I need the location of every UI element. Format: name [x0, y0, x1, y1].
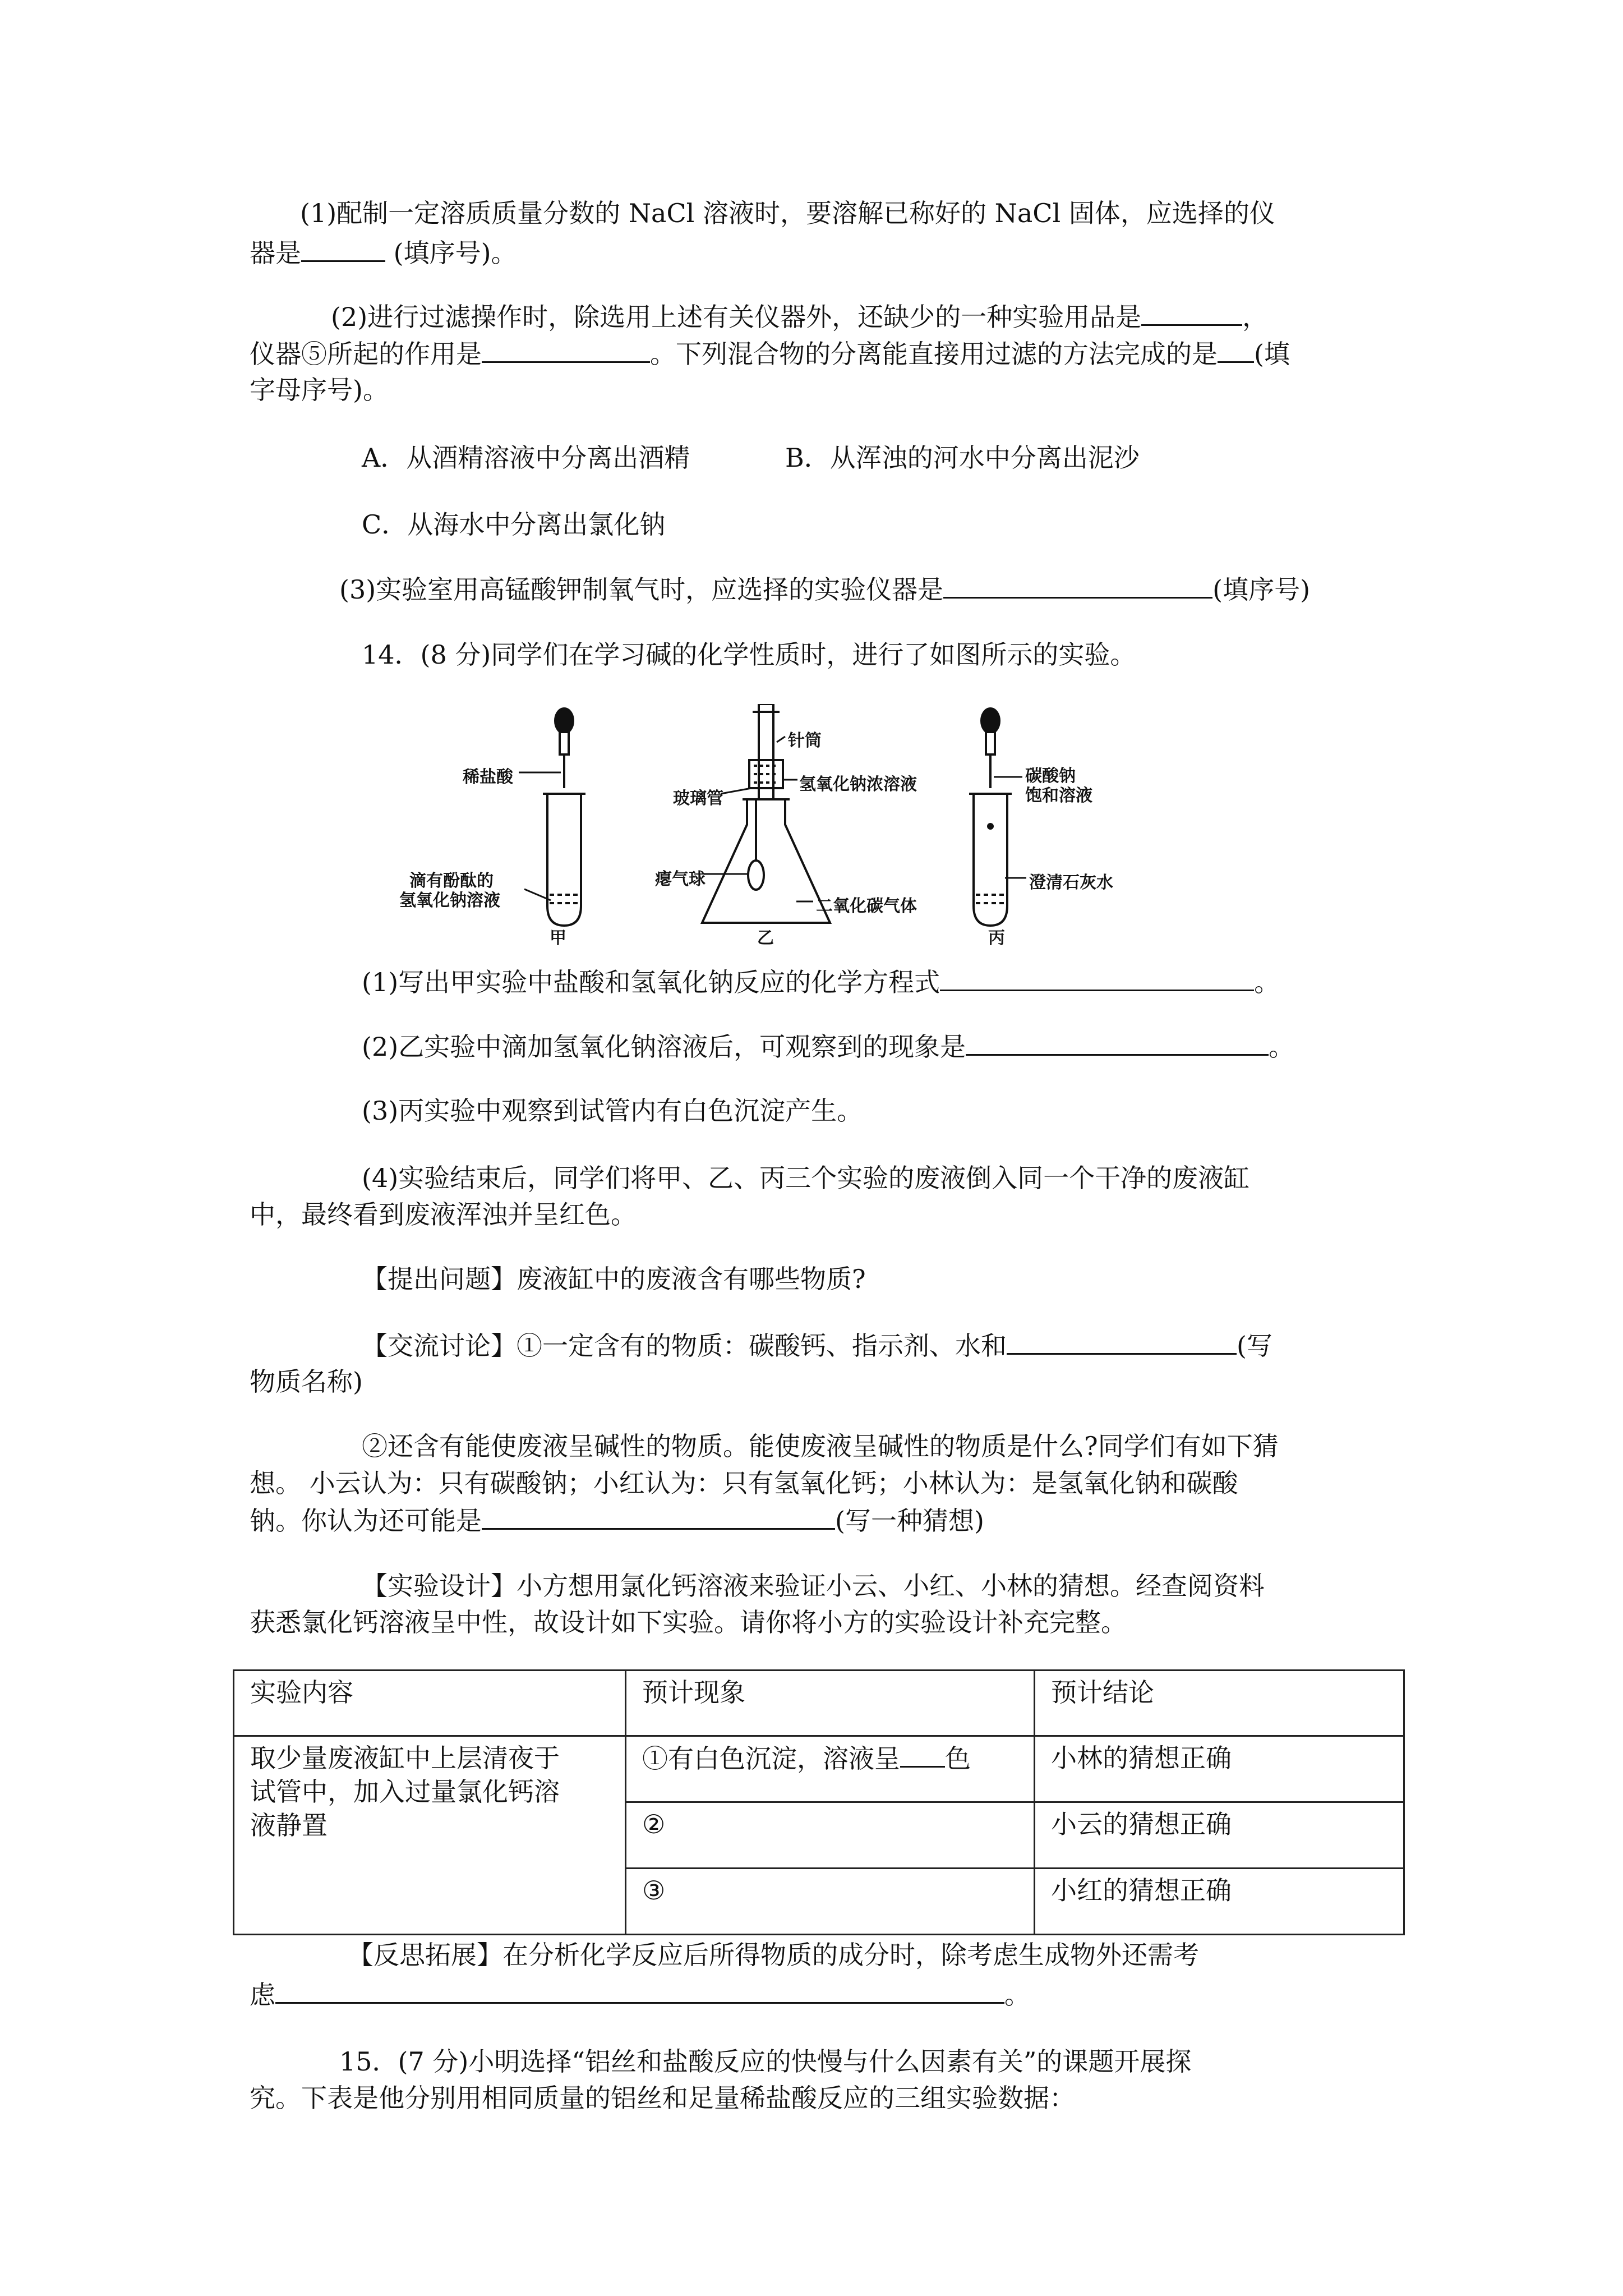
q14-sub1-suffix: 。: [1254, 967, 1280, 997]
jia-solution-label-2: 氢氧化钠溶液: [399, 891, 500, 910]
q14-intro: 14．(8 分)同学们在学习碱的化学性质时，进行了如图所示的实验。: [362, 639, 1136, 670]
q14-discussion2-line1: ②还含有能使废液呈碱性的物质。能使废液呈碱性的物质是什么?同学们有如下猜: [362, 1431, 1279, 1461]
yi-balloon-label: 瘪气球: [655, 869, 706, 889]
bing-solution-label: 澄清石灰水: [1029, 873, 1113, 892]
q13-part2-text2: 仪器⑤所起的作用是: [250, 339, 482, 369]
table-header-cell: 预计现象: [626, 1671, 1035, 1736]
observation-cell: [626, 1736, 1035, 1802]
q14-sub4-line2: 中，最终看到废液浑浊并呈红色。: [250, 1199, 637, 1230]
answer-blank[interactable]: [482, 1503, 835, 1530]
q15-line1: 15．(7 分)小明选择“铝丝和盐酸反应的快慢与什么因素有关”的课题开展探: [339, 2046, 1192, 2077]
q14-discussion2-text: 钠。你认为还可能是: [250, 1506, 482, 1536]
observation-1-text: ①有白色沉淀，溶液呈: [642, 1743, 900, 1774]
q13-part2-suffix: ，: [1242, 302, 1269, 332]
experiment-content-line: 液静置: [250, 1810, 328, 1841]
q14-reflect-line1: 【反思拓展】在分析化学反应后所得物质的成分时，除考虑生成物外还需考: [348, 1940, 1199, 1970]
answer-blank[interactable]: [900, 1741, 945, 1768]
experiment-content-line: 取少量废液缸中上层清夜于: [250, 1743, 560, 1773]
q14-discussion-suffix: (写: [1237, 1331, 1272, 1361]
q13-option-a: A．从酒精溶液中分离出酒精: [362, 443, 690, 473]
answer-blank[interactable]: [966, 1029, 1269, 1056]
q13-part2-text4: (填: [1254, 339, 1290, 369]
q14-reflect-text: 虑: [250, 1980, 275, 2010]
answer-blank[interactable]: [943, 572, 1212, 599]
jia-solution-label-1: 滴有酚酞的: [409, 871, 494, 891]
table-header-row: [234, 1671, 1404, 1736]
answer-blank[interactable]: [275, 1977, 1004, 2004]
bing-name: 丙: [988, 928, 1005, 948]
q13-part2-text: (2)进行过滤操作时，除选用上述有关仪器外，还缺少的一种实验用品是: [331, 302, 1142, 332]
q14-discussion2-suffix: (写一种猜想): [835, 1506, 984, 1536]
q13-part3: [339, 572, 1310, 606]
table-header-cell: 实验内容: [234, 1671, 626, 1736]
conclusion-cell: 小云的猜想正确: [1035, 1802, 1404, 1869]
experiment-figure: [381, 704, 1144, 951]
q14-sub1: [362, 965, 1280, 999]
q14-reflect-line2: [250, 1977, 1030, 2012]
bing-reagent-label-2: 饱和溶液: [1025, 786, 1092, 806]
table-header-cell: 预计结论: [1035, 1671, 1404, 1736]
observation-cell[interactable]: ②: [626, 1802, 1035, 1869]
answer-blank[interactable]: [1218, 337, 1254, 363]
q14-discussion2-line3: [250, 1503, 984, 1538]
q14-sub1-text: (1)写出甲实验中盐酸和氢氧化钠反应的化学方程式: [362, 967, 940, 997]
q14-sub4-line1: (4)实验结束后，同学们将甲、乙、丙三个实验的废液倒入同一个干净的废液缸: [362, 1163, 1250, 1193]
q13-part2-line1: [331, 300, 1268, 334]
jia-apparatus: [543, 708, 585, 926]
experiment-content-cell: [234, 1736, 626, 1935]
yi-syringe-label: 针筒: [788, 731, 822, 751]
q14-sub2: [362, 1029, 1294, 1064]
q13-part2-line2: [250, 337, 1290, 371]
q14-discussion2-line2: 想。 小云认为：只有碳酸钠；小红认为：只有氢氧化钙；小林认为：是氢氧化钠和碳酸: [250, 1468, 1238, 1498]
yi-name: 乙: [757, 928, 774, 948]
q13-part2-line3: 字母序号)。: [250, 375, 389, 405]
experiment-content-line: 试管中，加入过量氯化钙溶: [250, 1777, 560, 1807]
q14-sub2-text: (2)乙实验中滴加氢氧化钠溶液后，可观察到的现象是: [362, 1032, 966, 1062]
apparatus-drawing: [381, 704, 1144, 951]
q14-sub3: (3)丙实验中观察到试管内有白色沉淀产生。: [362, 1096, 863, 1126]
answer-blank[interactable]: [301, 236, 385, 262]
q13-part1-line1: (1)配制一定溶质质量分数的 NaCl 溶液时，要溶解已称好的 NaCl 固体，应选择的仪: [300, 198, 1275, 228]
jia-reagent-label: 稀盐酸: [463, 767, 513, 787]
jia-name: 甲: [550, 928, 566, 948]
q13-part1-label: 器是: [250, 238, 301, 268]
q14-sub2-suffix: 。: [1269, 1032, 1295, 1062]
q15-line2: 究。下表是他分别用相同质量的铝丝和足量稀盐酸反应的三组实验数据：: [250, 2083, 1075, 2113]
yi-naoh-label: 氢氧化钠浓溶液: [799, 775, 917, 794]
q14-design-line1: 【实验设计】小方想用氯化钙溶液来验证小云、小红、小林的猜想。经查阅资料: [362, 1571, 1265, 1601]
conclusion-cell: 小林的猜想正确: [1035, 1736, 1404, 1802]
answer-blank[interactable]: [1141, 300, 1242, 326]
answer-blank[interactable]: [482, 337, 650, 363]
conclusion-cell: 小红的猜想正确: [1035, 1869, 1404, 1935]
q13-option-b: B．从浑浊的河水中分离出泥沙: [785, 443, 1140, 473]
q13-part1-suffix: (填序号)。: [385, 238, 517, 268]
q14-design-line2: 获悉氯化钙溶液呈中性，故设计如下实验。请你将小方的实验设计补充完整。: [250, 1607, 1127, 1637]
answer-blank[interactable]: [940, 965, 1254, 991]
q13-part1-line2: [250, 236, 517, 270]
q14-discussion-text: 【交流讨论】①一定含有的物质：碳酸钙、指示剂、水和: [362, 1331, 1007, 1361]
q13-part2-text3: 。下列混合物的分离能直接用过滤的方法完成的是: [650, 339, 1218, 369]
q14-discussion-line1: [362, 1328, 1272, 1363]
q14-ask: 【提出问题】废液缸中的废液含有哪些物质?: [362, 1264, 866, 1294]
answer-blank[interactable]: [1007, 1328, 1237, 1355]
bing-reagent-label-1: 碳酸钠: [1025, 766, 1076, 786]
table-row: [234, 1736, 1404, 1802]
yi-tube-label: 玻璃管: [673, 789, 723, 808]
q14-reflect-suffix: 。: [1004, 1980, 1030, 2010]
observation-cell[interactable]: ③: [626, 1869, 1035, 1935]
q13-part3-suffix: (填序号): [1212, 574, 1311, 605]
experiment-design-table: [233, 1669, 1405, 1935]
q13-option-c: C．从海水中分离出氯化钠: [362, 509, 666, 540]
q14-discussion-line2: 物质名称): [250, 1366, 363, 1397]
yi-co2-label: 二氧化碳气体: [816, 896, 917, 916]
bing-apparatus: [969, 708, 1012, 926]
observation-1-suffix: 色: [945, 1743, 971, 1774]
q13-part3-text: (3)实验室用高锰酸钾制氧气时，应选择的实验仪器是: [339, 574, 944, 605]
